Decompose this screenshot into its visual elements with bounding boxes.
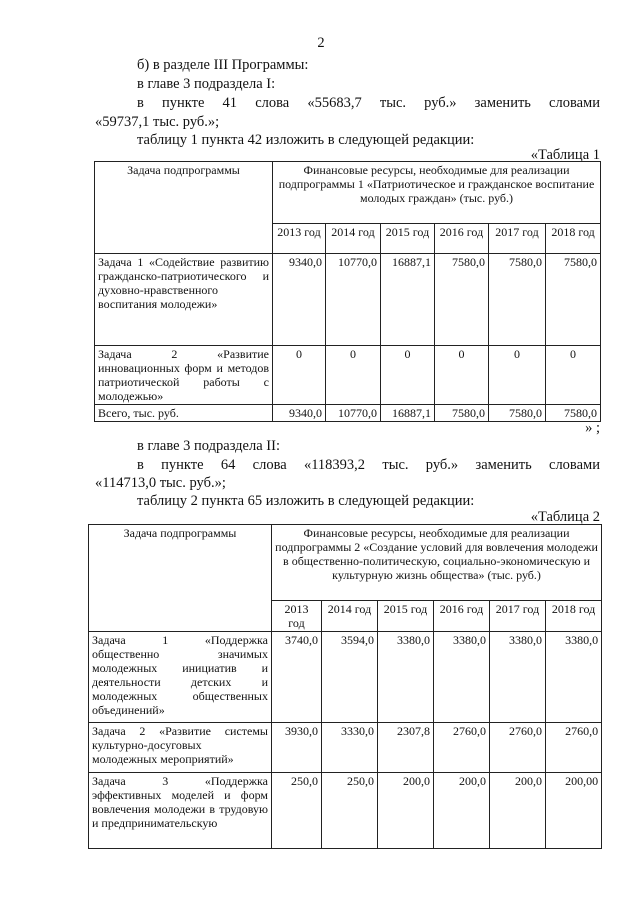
- value-cell: 200,00: [546, 773, 602, 849]
- total-value: 16887,1: [381, 405, 435, 422]
- value-cell: 3740,0: [272, 632, 322, 723]
- value-cell: 2760,0: [434, 723, 490, 773]
- financing-table-2: [88, 524, 602, 849]
- word: словами: [549, 457, 600, 473]
- table-row: [95, 346, 601, 405]
- word: тыс.: [379, 95, 406, 111]
- table-caption: «Таблица 2: [530, 509, 600, 525]
- table-row: [95, 254, 601, 346]
- financing-table-1: [94, 161, 601, 422]
- year-header: 2018 год: [546, 601, 602, 632]
- value-cell: 3380,0: [546, 632, 602, 723]
- word: заменить: [474, 95, 531, 111]
- total-value: 9340,0: [273, 405, 326, 422]
- page-number: 2: [317, 35, 325, 51]
- word: тыс.: [382, 457, 409, 473]
- word: слова: [252, 457, 287, 473]
- header-financing: Финансовые ресурсы, необходимые для реализации подпрограммы 2 «Создание условий для вовлечения молодежи в общественно-политическую, социально-экономическую и культурную жизнь общества» (тыс. руб.): [272, 525, 602, 601]
- value-cell: 0: [489, 346, 546, 405]
- word: в: [137, 457, 144, 473]
- value-cell: 0: [326, 346, 381, 405]
- paragraph-line: «114713,0 тыс. руб.»;: [95, 475, 226, 491]
- value-cell: 0: [435, 346, 489, 405]
- task-cell: Задача 1 «Содействие развитию гражданско-патриотического и духовно-нравственного воспитания молодежи»: [95, 254, 273, 346]
- word: «118393,2: [303, 457, 366, 473]
- total-value: 7580,0: [435, 405, 489, 422]
- year-header: 2013 год: [273, 224, 326, 254]
- header-task: Задача подпрограммы: [95, 162, 273, 254]
- word: «55683,7: [307, 95, 362, 111]
- value-cell: 0: [546, 346, 601, 405]
- word: пункте: [161, 457, 204, 473]
- value-cell: 3380,0: [378, 632, 434, 723]
- value-cell: 3930,0: [272, 723, 322, 773]
- value-cell: 200,0: [490, 773, 546, 849]
- header-task: Задача подпрограммы: [89, 525, 272, 632]
- paragraph-line: б) в разделе III Программы:: [137, 57, 309, 73]
- table-row: [89, 773, 602, 849]
- word: заменить: [475, 457, 532, 473]
- value-cell: 200,0: [378, 773, 434, 849]
- table-row: [89, 723, 602, 773]
- value-cell: 200,0: [434, 773, 490, 849]
- word: в: [137, 95, 144, 111]
- total-value: 7580,0: [546, 405, 601, 422]
- word: руб.»: [424, 95, 457, 111]
- paragraph-line: таблицу 1 пункта 42 изложить в следующей редакции:: [137, 132, 475, 148]
- word: пункте: [162, 95, 205, 111]
- year-header: 2016 год: [435, 224, 489, 254]
- value-cell: 0: [273, 346, 326, 405]
- year-header: 2014 год: [322, 601, 378, 632]
- task-cell: Задача 2 «Развитие инновационных форм и методов патриотической работы с молодежью»: [95, 346, 273, 405]
- value-cell: 9340,0: [273, 254, 326, 346]
- paragraph-line: в главе 3 подраздела II:: [137, 438, 280, 454]
- year-header: 2013 год: [272, 601, 322, 632]
- task-cell: Задача 2 «Развитие системы культурно-досуговых молодежных мероприятий»: [89, 723, 272, 773]
- value-cell: 7580,0: [546, 254, 601, 346]
- year-header: 2015 год: [381, 224, 435, 254]
- word: словами: [549, 95, 600, 111]
- paragraph-line: таблицу 2 пункта 65 изложить в следующей редакции:: [137, 493, 475, 509]
- word: слова: [255, 95, 290, 111]
- value-cell: 3380,0: [434, 632, 490, 723]
- value-cell: 3330,0: [322, 723, 378, 773]
- value-cell: 3594,0: [322, 632, 378, 723]
- total-label: Всего, тыс. руб.: [95, 405, 273, 422]
- value-cell: 7580,0: [489, 254, 546, 346]
- value-cell: 3380,0: [490, 632, 546, 723]
- table-row: [89, 632, 602, 723]
- word: 41: [222, 95, 238, 111]
- table-closing-quote: » ;: [585, 420, 600, 436]
- header-financing: Финансовые ресурсы, необходимые для реализации подпрограммы 1 «Патриотическое и гражданское воспитание молодых граждан» (тыс. руб.): [273, 162, 601, 224]
- year-header: 2016 год: [434, 601, 490, 632]
- value-cell: 250,0: [272, 773, 322, 849]
- paragraph-line: в главе 3 подраздела I:: [137, 76, 276, 92]
- total-row: [95, 405, 601, 422]
- word: руб.»: [425, 457, 459, 473]
- total-value: 10770,0: [326, 405, 381, 422]
- value-cell: 7580,0: [435, 254, 489, 346]
- paragraph-line: «59737,1 тыс. руб.»;: [95, 114, 220, 130]
- year-header: 2017 год: [490, 601, 546, 632]
- value-cell: 2760,0: [490, 723, 546, 773]
- paragraph-line-justified: [137, 456, 600, 474]
- year-header: 2018 год: [546, 224, 601, 254]
- year-header: 2017 год: [489, 224, 546, 254]
- value-cell: 10770,0: [326, 254, 381, 346]
- value-cell: 0: [381, 346, 435, 405]
- year-header: 2015 год: [378, 601, 434, 632]
- year-header: 2014 год: [326, 224, 381, 254]
- word: 64: [220, 457, 236, 473]
- task-cell: Задача 1 «Поддержка общественно значимых молодежных инициатив и деятельности детских и молодежных общественных объединений»: [89, 632, 272, 723]
- value-cell: 250,0: [322, 773, 378, 849]
- task-cell: Задача 3 «Поддержка эффективных моделей и форм вовлечения молодежи в трудовую и предпринимательскую: [89, 773, 272, 849]
- total-value: 7580,0: [489, 405, 546, 422]
- value-cell: 2307,8: [378, 723, 434, 773]
- value-cell: 16887,1: [381, 254, 435, 346]
- paragraph-line-justified: [137, 94, 600, 112]
- table-caption: «Таблица 1: [530, 147, 600, 163]
- value-cell: 2760,0: [546, 723, 602, 773]
